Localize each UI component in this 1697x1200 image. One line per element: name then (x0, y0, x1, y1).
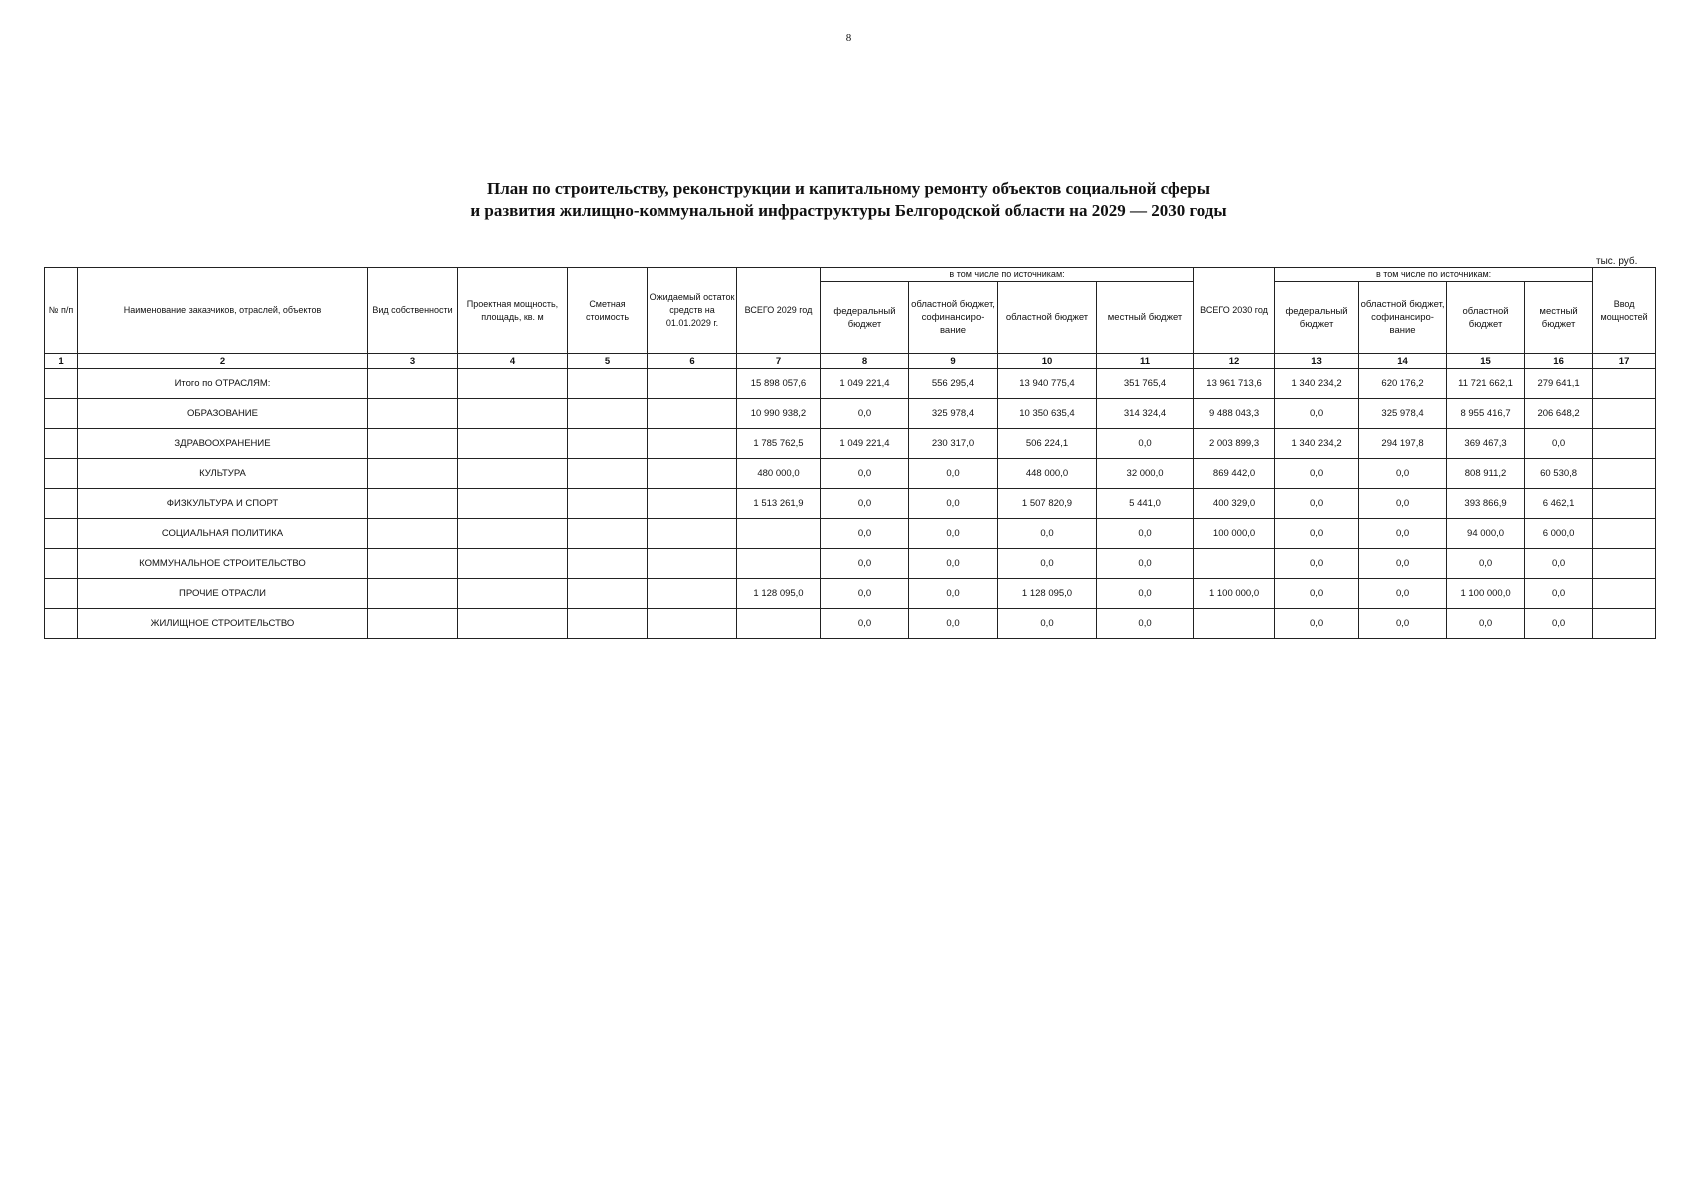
capacity-cell (458, 579, 568, 609)
header-total-2029: ВСЕГО 2029 год (737, 268, 821, 354)
cofin-2030-cell: 0,0 (1359, 519, 1447, 549)
oblast-2030-cell: 0,0 (1447, 609, 1525, 639)
fed-2029-cell: 1 049 221,4 (821, 429, 909, 459)
fed-2030-cell: 0,0 (1275, 579, 1359, 609)
header-local-2029: местный бюджет (1097, 282, 1194, 354)
fed-2030-cell: 1 340 234,2 (1275, 369, 1359, 399)
oblast-2029-cell: 10 350 635,4 (998, 399, 1097, 429)
cofin-2029-cell: 0,0 (909, 489, 998, 519)
capacity-cell (458, 609, 568, 639)
header-balance: Ожидаемый остаток средств на 01.01.2029 г. (648, 268, 737, 354)
column-number: 11 (1097, 354, 1194, 369)
commission-cell (1593, 429, 1656, 459)
header-fed-2029: федеральный бюджет (821, 282, 909, 354)
oblast-2029-cell: 0,0 (998, 519, 1097, 549)
header-cofin-2030: областной бюджет, софинансиро-вание (1359, 282, 1447, 354)
local-2030-cell: 0,0 (1525, 579, 1593, 609)
ownership-cell (368, 519, 458, 549)
estimate-cell (568, 579, 648, 609)
ownership-cell (368, 399, 458, 429)
oblast-2029-cell: 1 507 820,9 (998, 489, 1097, 519)
commission-cell (1593, 549, 1656, 579)
total-2029-cell: 1 128 095,0 (737, 579, 821, 609)
local-2029-cell: 0,0 (1097, 519, 1194, 549)
commission-cell (1593, 399, 1656, 429)
table-row (45, 489, 1656, 519)
local-2030-cell: 279 641,1 (1525, 369, 1593, 399)
fed-2029-cell: 0,0 (821, 519, 909, 549)
balance-cell (648, 489, 737, 519)
cofin-2030-cell: 620 176,2 (1359, 369, 1447, 399)
oblast-2029-cell: 0,0 (998, 609, 1097, 639)
total-2030-cell (1194, 549, 1275, 579)
total-2030-cell: 1 100 000,0 (1194, 579, 1275, 609)
fed-2029-cell: 0,0 (821, 399, 909, 429)
column-number: 16 (1525, 354, 1593, 369)
fed-2029-cell: 0,0 (821, 579, 909, 609)
estimate-cell (568, 489, 648, 519)
oblast-2030-cell: 1 100 000,0 (1447, 579, 1525, 609)
ownership-cell (368, 579, 458, 609)
cofin-2029-cell: 230 317,0 (909, 429, 998, 459)
cofin-2030-cell: 0,0 (1359, 609, 1447, 639)
total-2030-cell (1194, 609, 1275, 639)
header-group-2030: в том числе по источникам: (1275, 268, 1593, 282)
fed-2029-cell: 0,0 (821, 459, 909, 489)
fed-2029-cell: 0,0 (821, 489, 909, 519)
cofin-2029-cell: 0,0 (909, 459, 998, 489)
ownership-cell (368, 549, 458, 579)
row-num (45, 609, 78, 639)
oblast-2030-cell: 0,0 (1447, 549, 1525, 579)
commission-cell (1593, 609, 1656, 639)
total-2030-cell: 2 003 899,3 (1194, 429, 1275, 459)
total-2029-cell (737, 549, 821, 579)
ownership-cell (368, 609, 458, 639)
balance-cell (648, 549, 737, 579)
oblast-2030-cell: 8 955 416,7 (1447, 399, 1525, 429)
header-name: Наименование заказчиков, отраслей, объектов (78, 268, 368, 354)
table-row (45, 369, 1656, 399)
sector-name: СОЦИАЛЬНАЯ ПОЛИТИКА (78, 519, 368, 549)
capacity-cell (458, 369, 568, 399)
row-num (45, 519, 78, 549)
column-number: 1 (45, 354, 78, 369)
header-total-2030: ВСЕГО 2030 год (1194, 268, 1275, 354)
capacity-cell (458, 519, 568, 549)
total-2030-cell: 869 442,0 (1194, 459, 1275, 489)
total-2029-cell: 1 513 261,9 (737, 489, 821, 519)
sector-name: Итого по ОТРАСЛЯМ: (78, 369, 368, 399)
fed-2030-cell: 0,0 (1275, 489, 1359, 519)
column-number: 3 (368, 354, 458, 369)
table-row (45, 579, 1656, 609)
total-2029-cell: 15 898 057,6 (737, 369, 821, 399)
row-num (45, 369, 78, 399)
cofin-2030-cell: 0,0 (1359, 459, 1447, 489)
sector-name: ОБРАЗОВАНИЕ (78, 399, 368, 429)
page-number: 8 (845, 32, 852, 44)
ownership-cell (368, 369, 458, 399)
title-line-2: и развития жилищно-коммунальной инфраструктуры Белгородской области на 2029 — 2030 годы (470, 201, 1227, 220)
balance-cell (648, 459, 737, 489)
local-2029-cell: 314 324,4 (1097, 399, 1194, 429)
oblast-2030-cell: 94 000,0 (1447, 519, 1525, 549)
sector-name: КОММУНАЛЬНОЕ СТРОИТЕЛЬСТВО (78, 549, 368, 579)
local-2030-cell: 0,0 (1525, 549, 1593, 579)
sector-name: ФИЗКУЛЬТУРА И СПОРТ (78, 489, 368, 519)
capacity-cell (458, 459, 568, 489)
row-num (45, 579, 78, 609)
title-line-1: План по строительству, реконструкции и капитальному ремонту объектов социальной сферы (486, 179, 1211, 198)
column-number: 2 (78, 354, 368, 369)
units-label: тыс. руб. (1596, 256, 1638, 267)
balance-cell (648, 369, 737, 399)
cofin-2029-cell: 325 978,4 (909, 399, 998, 429)
table-row (45, 459, 1656, 489)
header-cofin-2029: областной бюджет, софинансиро-вание (909, 282, 998, 354)
total-2029-cell (737, 609, 821, 639)
row-num (45, 399, 78, 429)
local-2029-cell: 351 765,4 (1097, 369, 1194, 399)
balance-cell (648, 399, 737, 429)
ownership-cell (368, 489, 458, 519)
header-ownership: Вид собственности (368, 268, 458, 354)
header-group-2029: в том числе по источникам: (821, 268, 1194, 282)
document-title (0, 178, 1697, 222)
balance-cell (648, 519, 737, 549)
column-number: 8 (821, 354, 909, 369)
fed-2030-cell: 0,0 (1275, 459, 1359, 489)
column-number: 9 (909, 354, 998, 369)
fed-2030-cell: 1 340 234,2 (1275, 429, 1359, 459)
oblast-2030-cell: 369 467,3 (1447, 429, 1525, 459)
row-num (45, 429, 78, 459)
column-numbers-row (45, 354, 1656, 369)
sector-name: ЗДРАВООХРАНЕНИЕ (78, 429, 368, 459)
total-2029-cell (737, 519, 821, 549)
sector-name: ПРОЧИЕ ОТРАСЛИ (78, 579, 368, 609)
oblast-2029-cell: 13 940 775,4 (998, 369, 1097, 399)
fed-2029-cell: 0,0 (821, 549, 909, 579)
commission-cell (1593, 519, 1656, 549)
commission-cell (1593, 579, 1656, 609)
balance-cell (648, 579, 737, 609)
header-commission: Ввод мощностей (1593, 268, 1656, 354)
local-2030-cell: 0,0 (1525, 429, 1593, 459)
local-2029-cell: 5 441,0 (1097, 489, 1194, 519)
ownership-cell (368, 459, 458, 489)
cofin-2030-cell: 0,0 (1359, 579, 1447, 609)
oblast-2029-cell: 448 000,0 (998, 459, 1097, 489)
estimate-cell (568, 519, 648, 549)
header-capacity: Проектная мощность, площадь, кв. м (458, 268, 568, 354)
header-fed-2030: федеральный бюджет (1275, 282, 1359, 354)
commission-cell (1593, 369, 1656, 399)
sector-name: КУЛЬТУРА (78, 459, 368, 489)
column-number: 5 (568, 354, 648, 369)
estimate-cell (568, 369, 648, 399)
cofin-2029-cell: 0,0 (909, 609, 998, 639)
cofin-2030-cell: 0,0 (1359, 489, 1447, 519)
row-num (45, 459, 78, 489)
table-row (45, 609, 1656, 639)
fed-2029-cell: 0,0 (821, 609, 909, 639)
total-2029-cell: 1 785 762,5 (737, 429, 821, 459)
total-2030-cell: 400 329,0 (1194, 489, 1275, 519)
capacity-cell (458, 399, 568, 429)
oblast-2029-cell: 0,0 (998, 549, 1097, 579)
column-number: 14 (1359, 354, 1447, 369)
fed-2030-cell: 0,0 (1275, 609, 1359, 639)
total-2029-cell: 10 990 938,2 (737, 399, 821, 429)
capacity-cell (458, 429, 568, 459)
header-oblast-2029: областной бюджет (998, 282, 1097, 354)
balance-cell (648, 609, 737, 639)
estimate-cell (568, 609, 648, 639)
local-2030-cell: 206 648,2 (1525, 399, 1593, 429)
commission-cell (1593, 459, 1656, 489)
column-number: 4 (458, 354, 568, 369)
local-2029-cell: 0,0 (1097, 579, 1194, 609)
commission-cell (1593, 489, 1656, 519)
oblast-2030-cell: 393 866,9 (1447, 489, 1525, 519)
estimate-cell (568, 429, 648, 459)
estimate-cell (568, 549, 648, 579)
ownership-cell (368, 429, 458, 459)
local-2029-cell: 0,0 (1097, 549, 1194, 579)
table-row (45, 549, 1656, 579)
local-2029-cell: 0,0 (1097, 429, 1194, 459)
total-2029-cell: 480 000,0 (737, 459, 821, 489)
header-oblast-2030: областной бюджет (1447, 282, 1525, 354)
local-2030-cell: 60 530,8 (1525, 459, 1593, 489)
header-local-2030: местный бюджет (1525, 282, 1593, 354)
column-number: 15 (1447, 354, 1525, 369)
estimate-cell (568, 459, 648, 489)
fed-2030-cell: 0,0 (1275, 549, 1359, 579)
oblast-2029-cell: 1 128 095,0 (998, 579, 1097, 609)
oblast-2029-cell: 506 224,1 (998, 429, 1097, 459)
capacity-cell (458, 549, 568, 579)
local-2029-cell: 32 000,0 (1097, 459, 1194, 489)
cofin-2029-cell: 0,0 (909, 579, 998, 609)
cofin-2029-cell: 0,0 (909, 549, 998, 579)
cofin-2030-cell: 0,0 (1359, 549, 1447, 579)
estimate-cell (568, 399, 648, 429)
column-number: 17 (1593, 354, 1656, 369)
total-2030-cell: 9 488 043,3 (1194, 399, 1275, 429)
total-2030-cell: 100 000,0 (1194, 519, 1275, 549)
row-num (45, 549, 78, 579)
column-number: 7 (737, 354, 821, 369)
fed-2029-cell: 1 049 221,4 (821, 369, 909, 399)
cofin-2030-cell: 325 978,4 (1359, 399, 1447, 429)
table-row (45, 519, 1656, 549)
header-estimate: Сметная стоимость (568, 268, 648, 354)
column-number: 6 (648, 354, 737, 369)
cofin-2030-cell: 294 197,8 (1359, 429, 1447, 459)
fed-2030-cell: 0,0 (1275, 519, 1359, 549)
column-number: 10 (998, 354, 1097, 369)
local-2030-cell: 0,0 (1525, 609, 1593, 639)
cofin-2029-cell: 556 295,4 (909, 369, 998, 399)
header-num: № п/п (45, 268, 78, 354)
table-row (45, 399, 1656, 429)
oblast-2030-cell: 11 721 662,1 (1447, 369, 1525, 399)
column-number: 13 (1275, 354, 1359, 369)
oblast-2030-cell: 808 911,2 (1447, 459, 1525, 489)
balance-cell (648, 429, 737, 459)
table-row (45, 429, 1656, 459)
fed-2030-cell: 0,0 (1275, 399, 1359, 429)
column-number: 12 (1194, 354, 1275, 369)
row-num (45, 489, 78, 519)
local-2029-cell: 0,0 (1097, 609, 1194, 639)
cofin-2029-cell: 0,0 (909, 519, 998, 549)
construction-plan-table (44, 267, 1656, 639)
local-2030-cell: 6 000,0 (1525, 519, 1593, 549)
local-2030-cell: 6 462,1 (1525, 489, 1593, 519)
capacity-cell (458, 489, 568, 519)
sector-name: ЖИЛИЩНОЕ СТРОИТЕЛЬСТВО (78, 609, 368, 639)
total-2030-cell: 13 961 713,6 (1194, 369, 1275, 399)
header-row-groups (45, 268, 1656, 282)
